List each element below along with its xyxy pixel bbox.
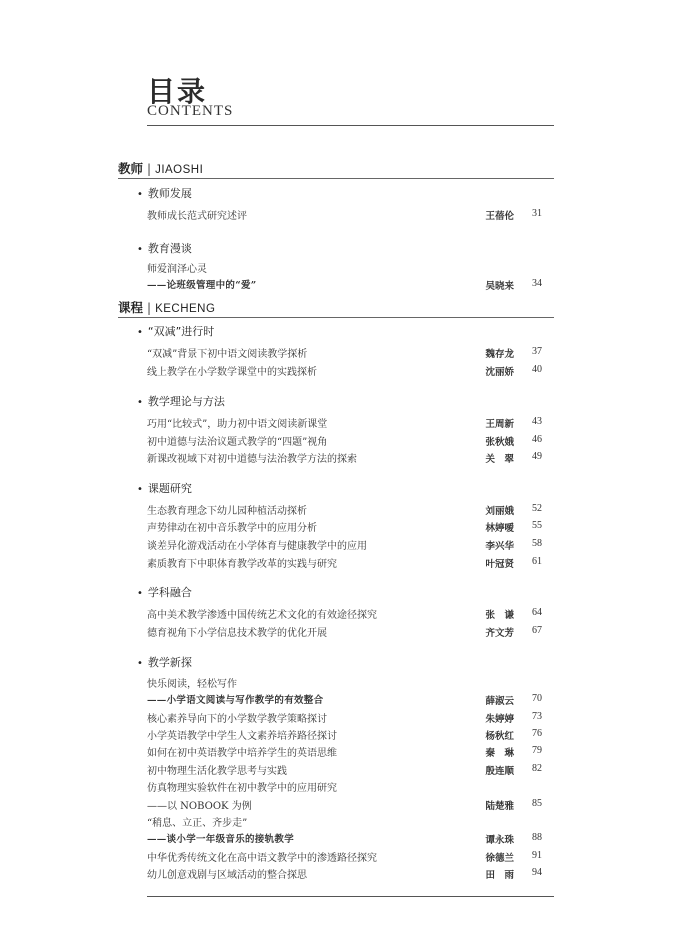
entry-title: ——谈小学一年级音乐的接轨教学 [147, 834, 295, 845]
entry-title: 巧用“比较式”，助力初中语文阅读新课堂 [147, 419, 328, 430]
category-teaching-theory [137, 393, 225, 409]
toc-entry[interactable] [147, 744, 542, 760]
entry-title: “稍息、立正、齐步走” [147, 818, 248, 829]
section-header-kecheng [118, 298, 554, 318]
entry-author: 沈丽娇 [485, 367, 514, 378]
bullet-icon: • [137, 658, 143, 669]
entry-title: 德育视角下小学信息技术教学的优化开展 [147, 628, 327, 639]
toc-entry[interactable] [147, 675, 542, 691]
entry-page: 34 [532, 278, 542, 289]
toc-entry[interactable] [147, 502, 542, 518]
category-label: 教学新探 [147, 656, 192, 669]
category-double-reduction [137, 323, 214, 339]
toc-entry[interactable] [147, 710, 542, 726]
entry-author: 魏存龙 [485, 349, 514, 360]
entry-title: ——小学语文阅读与写作教学的有效整合 [147, 695, 324, 706]
entry-author: 张 谦 [485, 610, 514, 621]
entry-title: 线上教学在小学数学课堂中的实践探析 [147, 367, 317, 378]
category-education-talk [137, 240, 192, 256]
entry-title: 初中物理生活化教学思考与实践 [147, 766, 287, 777]
bullet-icon: • [137, 189, 143, 200]
toc-entry[interactable] [147, 207, 542, 223]
entry-author: 秦 琳 [485, 748, 514, 759]
entry-page: 43 [532, 416, 542, 427]
section-separator: | [147, 301, 152, 315]
entry-page: 73 [532, 711, 542, 722]
toc-entry[interactable] [147, 450, 542, 466]
entry-page: 88 [532, 832, 542, 843]
entry-title: 高中美术教学渗透中国传统艺术文化的有效途径探究 [147, 610, 377, 621]
entry-title: 新课改视域下对初中道德与法治教学方法的探索 [147, 454, 357, 465]
entry-page: 37 [532, 346, 542, 357]
toc-entry[interactable] [147, 363, 542, 379]
entry-page: 61 [532, 556, 542, 567]
entry-title: 教师成长范式研究述评 [147, 211, 247, 222]
entry-author: 叶冠贤 [485, 559, 514, 570]
bullet-icon: • [137, 588, 143, 599]
section-underline [118, 317, 554, 318]
entry-page: 52 [532, 503, 542, 514]
entry-title: 仿真物理实验软件在初中教学中的应用研究 [147, 783, 337, 794]
category-label: 教师发展 [147, 187, 192, 200]
category-label: 学科融合 [147, 586, 192, 599]
entry-title: 核心素养导向下的小学数学教学策略探讨 [147, 714, 327, 725]
entry-page: 55 [532, 520, 542, 531]
entry-title: ——论班级管理中的“爱” [147, 280, 257, 291]
category-interdisciplinary [137, 584, 192, 600]
entry-title: 素质教育下中职体育教学改革的实践与研究 [147, 559, 337, 570]
toc-entry[interactable] [147, 814, 542, 830]
toc-entry[interactable] [147, 606, 542, 622]
entry-page: 46 [532, 434, 542, 445]
footer-divider [147, 896, 554, 897]
entry-page: 49 [532, 451, 542, 462]
entry-title: 生态教育理念下幼儿园种植活动探析 [147, 506, 307, 517]
entry-author: 朱婷婷 [485, 714, 514, 725]
section-title-cn: 课程 [118, 300, 144, 315]
entry-author: 王蓓伦 [485, 211, 514, 222]
entry-author: 田 雨 [485, 870, 514, 881]
section-title-cn: 教师 [118, 161, 144, 176]
toc-entry[interactable] [147, 692, 542, 708]
entry-author: 杨秋红 [485, 731, 514, 742]
toc-entry[interactable] [147, 345, 542, 361]
bullet-icon: • [137, 484, 143, 495]
section-separator: | [147, 162, 152, 176]
section-title-en: KECHENG [155, 303, 216, 315]
entry-page: 40 [532, 364, 542, 375]
toc-entry[interactable] [147, 433, 542, 449]
entry-title: 谈差异化游戏活动在小学体育与健康教学中的应用 [147, 541, 367, 552]
entry-title: 声势律动在初中音乐教学中的应用分析 [147, 523, 317, 534]
bullet-icon: • [137, 244, 143, 255]
toc-entry[interactable] [147, 555, 542, 571]
toc-entry[interactable] [147, 866, 542, 882]
bullet-icon: • [137, 327, 143, 338]
entry-page: 70 [532, 693, 542, 704]
section-underline [118, 178, 554, 179]
entry-title: ——以 NOBOOK 为例 [147, 801, 252, 812]
category-label: “双减”进行时 [147, 325, 215, 338]
entry-author: 王周新 [485, 419, 514, 430]
entry-page: 82 [532, 763, 542, 774]
entry-author: 关 翠 [485, 454, 514, 465]
title-divider [147, 125, 554, 126]
category-label: 教育漫谈 [147, 242, 192, 255]
entry-author: 刘丽娥 [485, 506, 514, 517]
entry-title: “双减”背景下初中语文阅读教学探析 [147, 349, 308, 360]
entry-page: 94 [532, 867, 542, 878]
entry-page: 64 [532, 607, 542, 618]
entry-author: 李兴华 [485, 541, 514, 552]
entry-author: 徐德兰 [485, 853, 514, 864]
entry-title: 小学英语教学中学生人文素养培养路径探讨 [147, 731, 337, 742]
toc-entry[interactable] [147, 277, 542, 293]
entry-page: 91 [532, 850, 542, 861]
entry-author: 谭永珠 [485, 835, 514, 846]
toc-entry[interactable] [147, 727, 542, 743]
entry-page: 79 [532, 745, 542, 756]
entry-page: 67 [532, 625, 542, 636]
entry-page: 85 [532, 798, 542, 809]
entry-title: 初中道德与法治议题式教学的“四题”视角 [147, 437, 328, 448]
toc-entry[interactable] [147, 762, 542, 778]
toc-entry[interactable] [147, 415, 542, 431]
category-new-teaching [137, 654, 192, 670]
toc-entry[interactable] [147, 849, 542, 865]
page-subtitle: CONTENTS [147, 103, 234, 119]
toc-entry[interactable] [147, 519, 542, 535]
entry-title: 幼儿创意戏剧与区域活动的整合探思 [147, 870, 307, 881]
toc-entry[interactable] [147, 260, 542, 276]
toc-entry[interactable] [147, 797, 542, 813]
category-research [137, 480, 192, 496]
entry-title: 师爱润泽心灵 [147, 264, 207, 275]
category-label: 教学理论与方法 [147, 395, 225, 408]
toc-entry[interactable] [147, 779, 542, 795]
toc-entry[interactable] [147, 537, 542, 553]
section-title-en: JIAOSHI [155, 164, 204, 176]
entry-author: 薛淑云 [485, 696, 514, 707]
entry-page: 76 [532, 728, 542, 739]
section-header-jiaoshi [118, 159, 554, 179]
entry-author: 张秋娥 [485, 437, 514, 448]
category-label: 课题研究 [147, 482, 192, 495]
entry-title: 快乐阅读，轻松写作 [147, 679, 237, 690]
toc-entry[interactable] [147, 624, 542, 640]
category-teacher-development [137, 185, 192, 201]
entry-page: 31 [532, 208, 542, 219]
entry-author: 陆楚雅 [485, 801, 514, 812]
entry-title: 如何在初中英语教学中培养学生的英语思维 [147, 748, 337, 759]
entry-title: 中华优秀传统文化在高中语文教学中的渗透路径探究 [147, 853, 377, 864]
entry-author: 林婷嗳 [485, 523, 514, 534]
entry-author: 殷连顺 [485, 766, 514, 777]
entry-author: 齐文芳 [485, 628, 514, 639]
entry-page: 58 [532, 538, 542, 549]
page-title: 目录 [147, 75, 208, 108]
toc-entry[interactable] [147, 831, 542, 847]
entry-author: 吴晓来 [485, 281, 514, 292]
bullet-icon: • [137, 397, 143, 408]
